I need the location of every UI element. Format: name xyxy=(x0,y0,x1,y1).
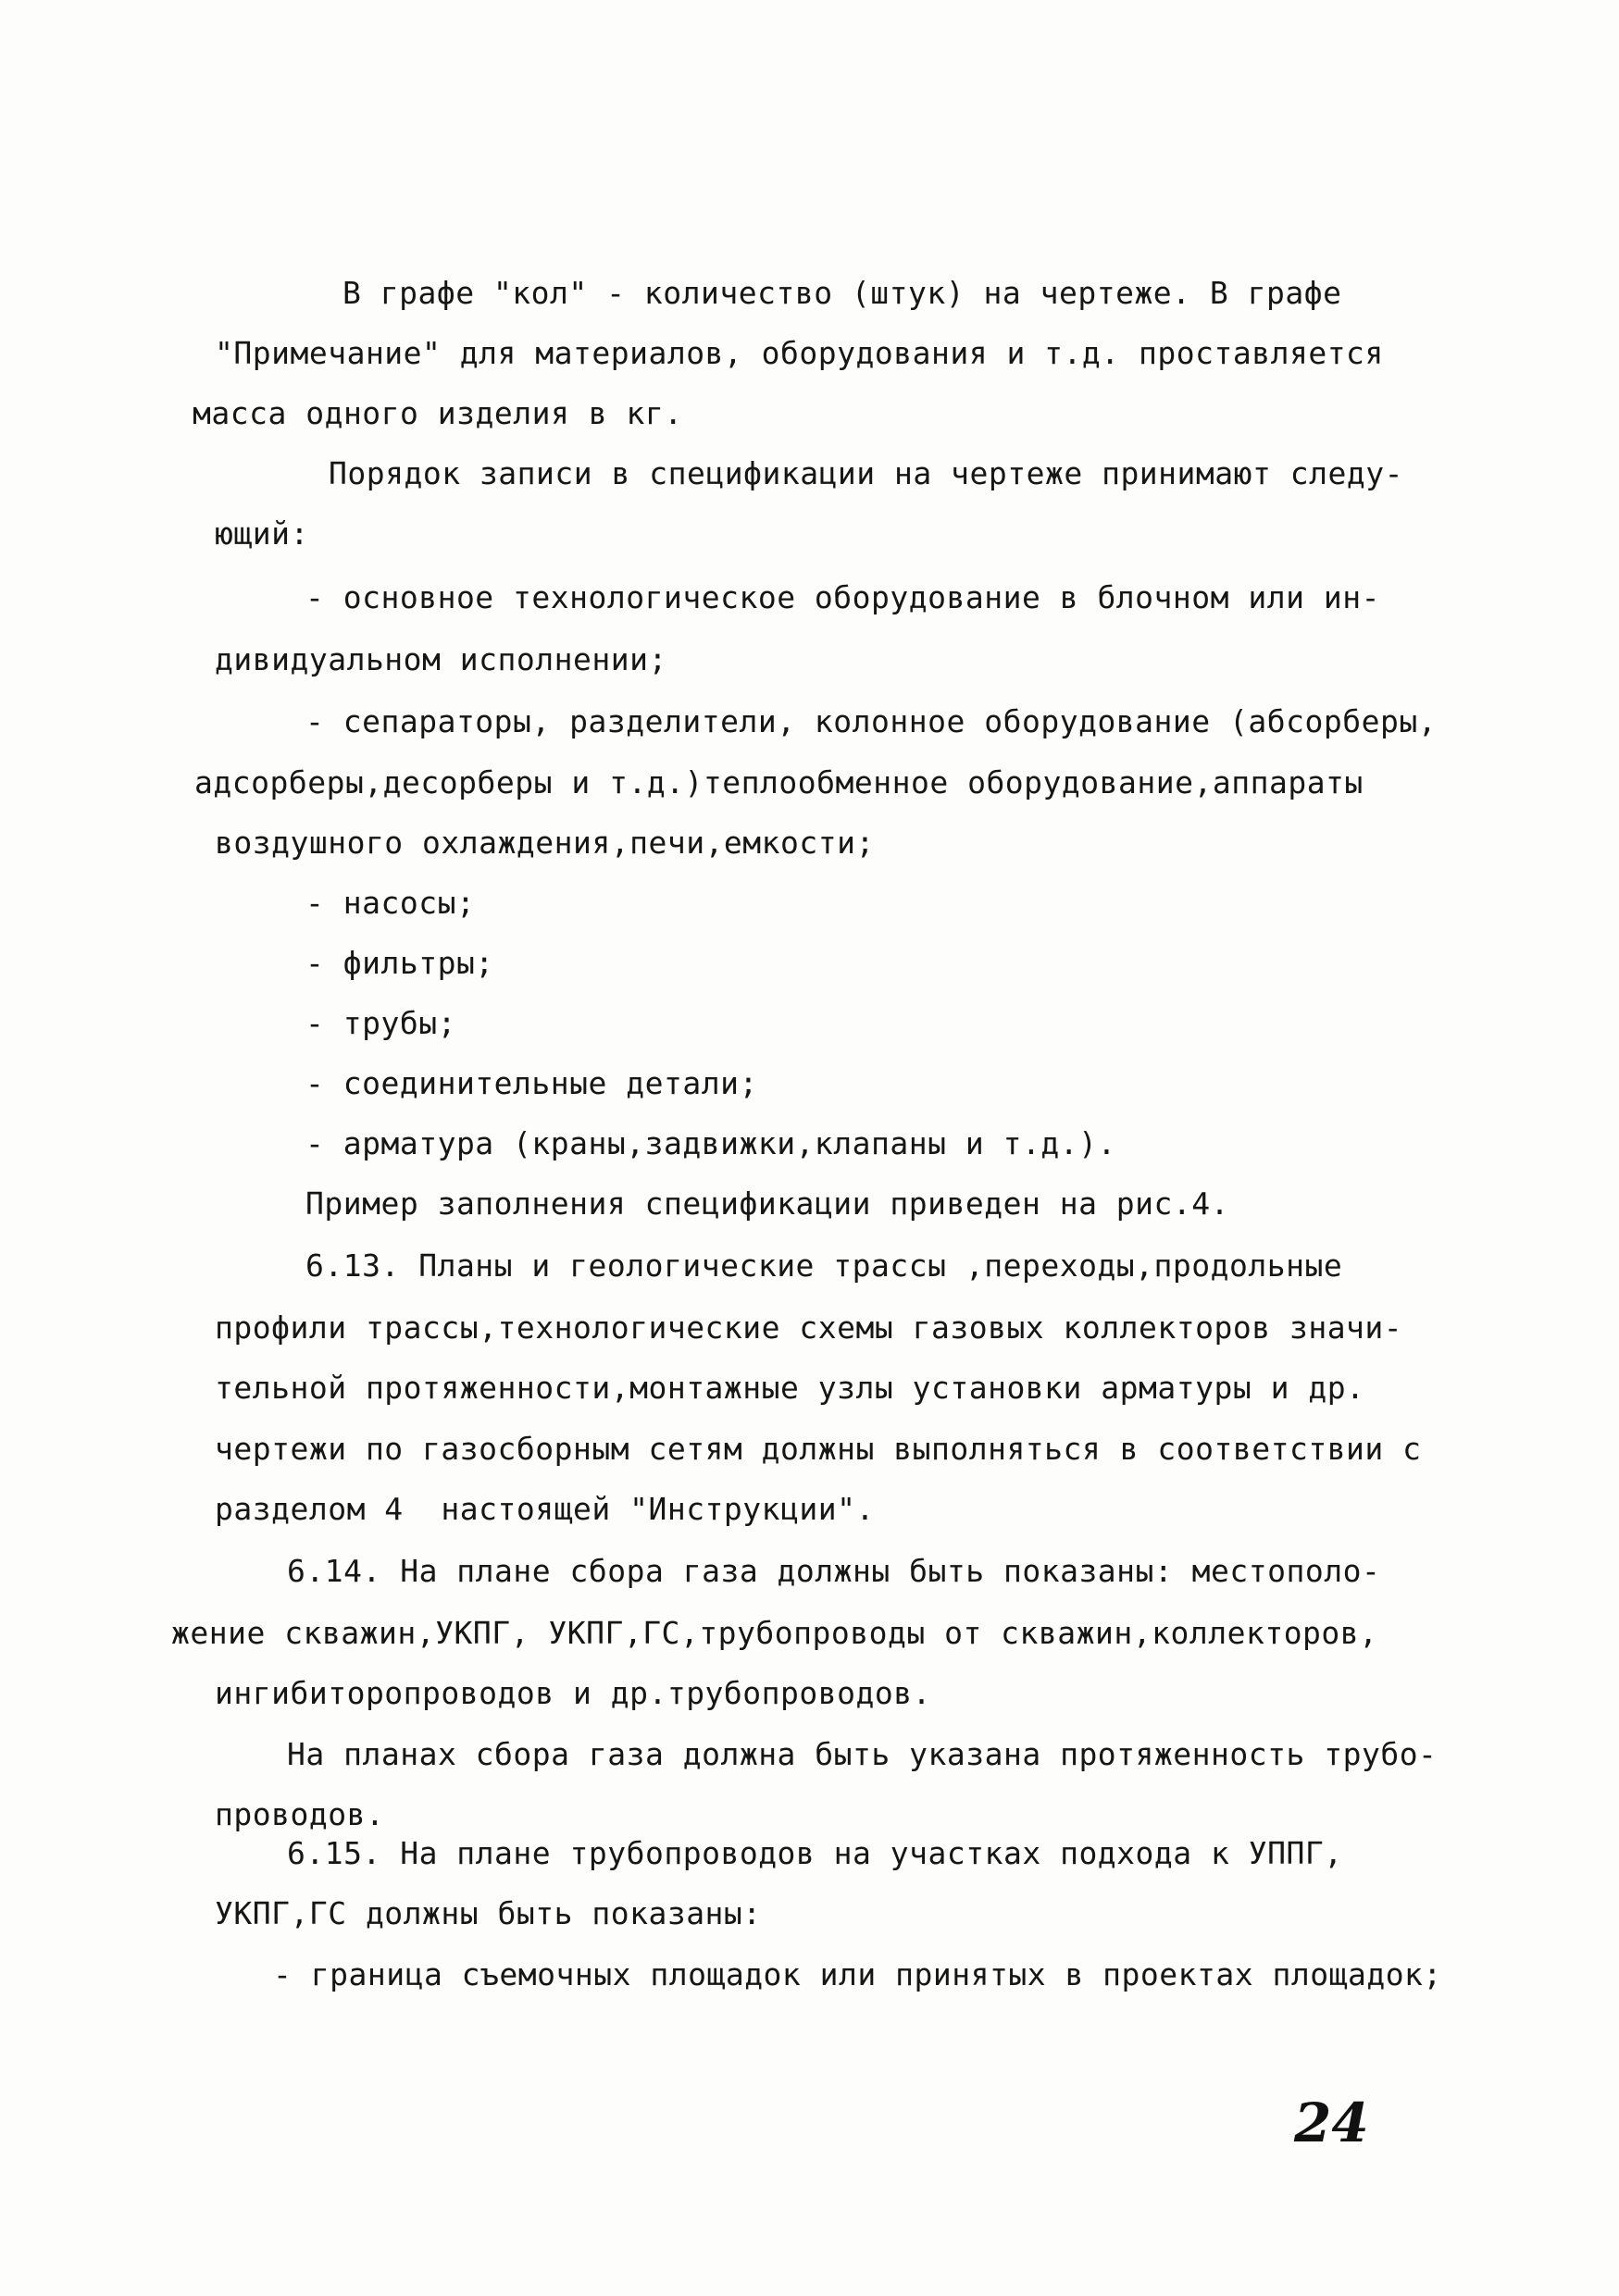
text-line: - арматура (краны,задвижки,клапаны и т.д.). xyxy=(305,1125,1116,1161)
text-line: чертежи по газосборным сетям должны выполняться в соответствии с xyxy=(215,1431,1422,1467)
text-line: В графе "кол" - количество (штук) на чертеже. В графе xyxy=(342,275,1342,311)
text-line: На планах сбора газа должна быть указана протяженность трубо- xyxy=(287,1736,1438,1772)
text-line: 6.15. На плане трубопроводов на участках подхода к УППГ, xyxy=(287,1835,1343,1871)
text-line: - основное технологическое оборудование в блочном или ин- xyxy=(305,579,1380,615)
text-line: 6.13. Планы и геологические трассы ,переходы,продольные xyxy=(305,1247,1343,1284)
text-line: Пример заполнения спецификации приведен на рис.4. xyxy=(305,1185,1230,1222)
text-line: - фильтры; xyxy=(305,945,494,981)
page-number: 24 xyxy=(1294,2091,1369,2154)
text-line: тельной протяженности,монтажные узлы установки арматуры и др. xyxy=(215,1370,1365,1406)
text-line: - соединительные детали; xyxy=(305,1065,758,1101)
text-line: - насосы; xyxy=(305,885,476,921)
text-line: - граница съемочных площадок или принятых в проектах площадок; xyxy=(273,1956,1442,1992)
text-line: разделом 4 настоящей "Инструкции". xyxy=(215,1491,875,1527)
text-line: адсорберы,десорберы и т.д.)теплообменное оборудование,аппараты xyxy=(194,764,1364,800)
text-line: ингибиторопроводов и др.трубопроводов. xyxy=(215,1675,931,1711)
text-line: "Примечание" для материалов, оборудования и т.д. проставляется xyxy=(215,335,1384,371)
text-line: 6.14. На плане сбора газа должны быть показаны: местополо- xyxy=(287,1553,1381,1589)
text-line: масса одного изделия в кг. xyxy=(193,395,683,431)
text-line: проводов. xyxy=(215,1796,385,1832)
text-line: ющий: xyxy=(215,515,309,552)
text-line: - трубы; xyxy=(305,1005,456,1041)
text-line: жение скважин,УКПГ, УКПГ,ГС,трубопроводы от скважин,коллекторов, xyxy=(171,1615,1378,1651)
text-line: - сепараторы, разделители, колонное оборудование (абсорберы, xyxy=(305,703,1438,739)
text-line: дивидуальном исполнении; xyxy=(215,641,667,677)
text-line: воздушного охлаждения,печи,емкости; xyxy=(215,825,875,861)
text-line: профили трассы,технологические схемы газовых коллекторов значи- xyxy=(215,1309,1403,1346)
text-line: Порядок записи в спецификации на чертеже принимают следу- xyxy=(329,455,1403,491)
text-line: УКПГ,ГС должны быть показаны: xyxy=(215,1895,762,1931)
